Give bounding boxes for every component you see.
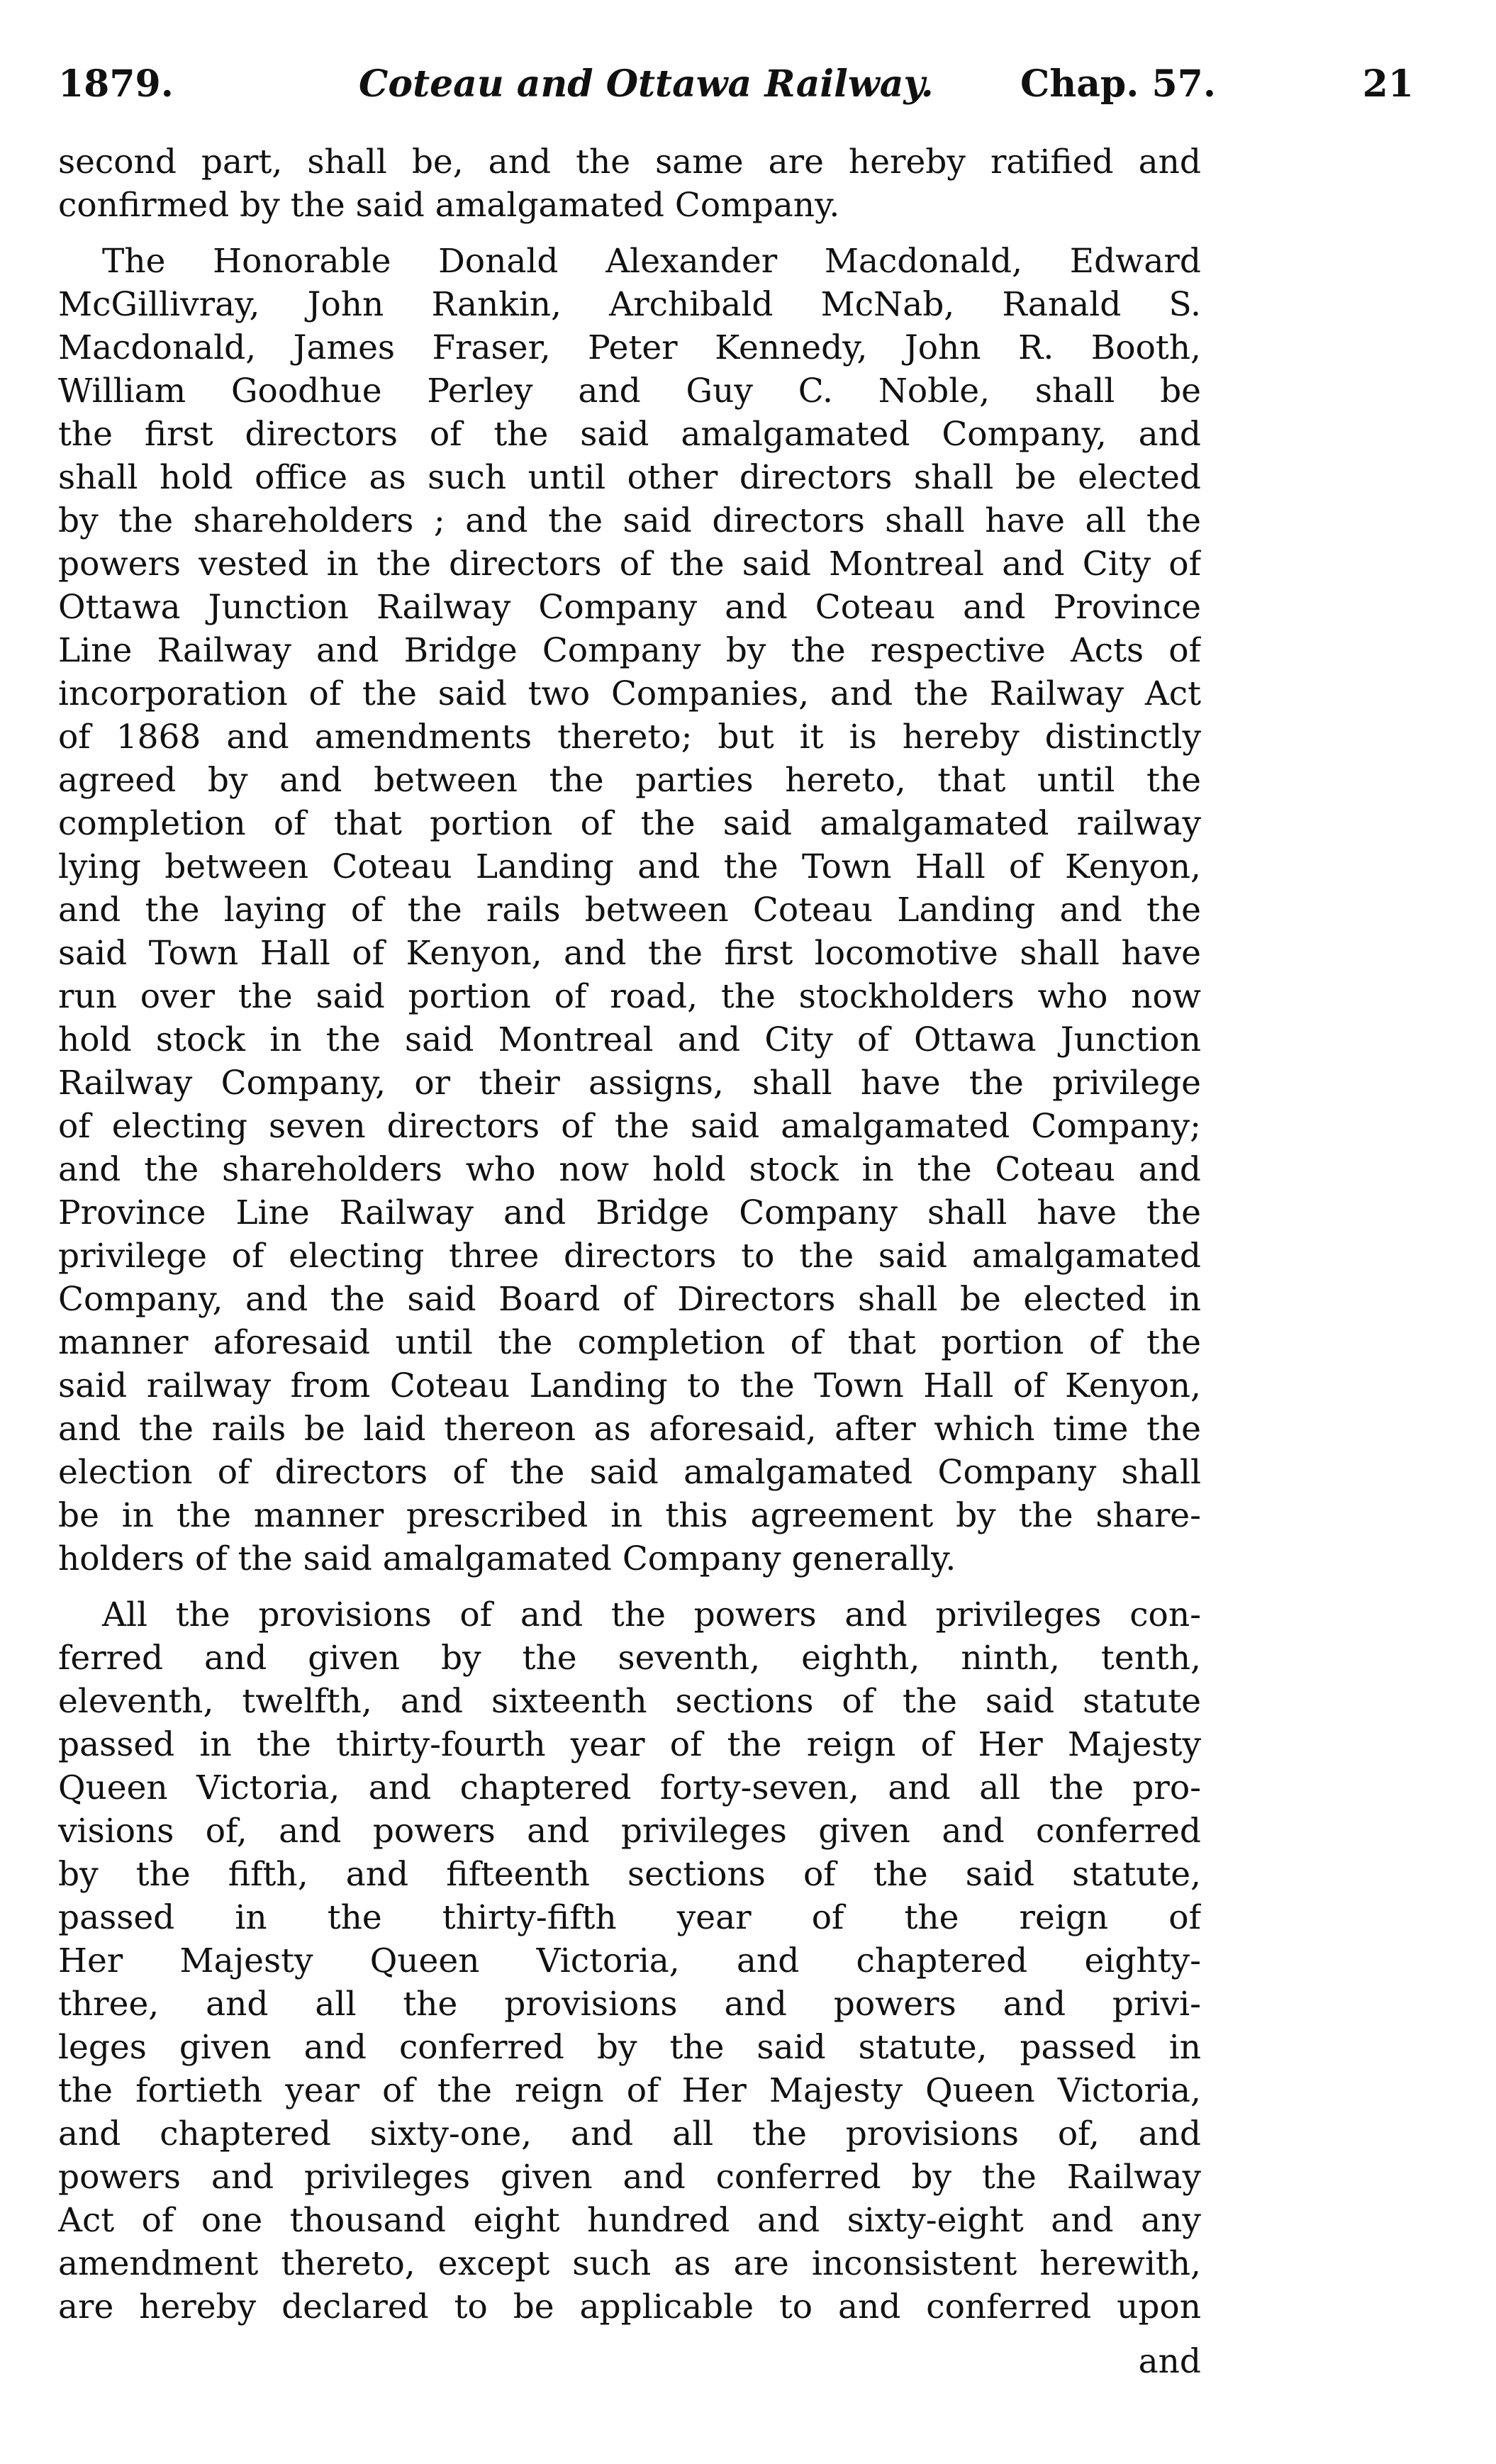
text-line: election of directors of the said amalgamated Company shall: [58, 1453, 1201, 1492]
text-line: passed in the thirty-fourth year of the reign of Her Majesty: [58, 1725, 1201, 1764]
text-line: be in the manner prescribed in this agreement by the share-: [58, 1496, 1201, 1535]
catchword: and: [1138, 2342, 1201, 2381]
text-line: The Honorable Donald Alexander Macdonald, Edward: [102, 242, 1201, 281]
text-line: All the provisions of and the powers and privileges con-: [102, 1595, 1201, 1634]
text-line: lying between Coteau Landing and the Town Hall of Kenyon,: [58, 847, 1201, 886]
text-line: by the fifth, and fifteenth sections of the said statute,: [58, 1855, 1201, 1894]
text-line: and the laying of the rails between Coteau Landing and the: [58, 891, 1201, 930]
text-line: leges given and conferred by the said statute, passed in: [58, 2028, 1201, 2067]
text-line: second part, shall be, and the same are hereby ratified and: [58, 143, 1201, 182]
text-line: completion of that portion of the said amalgamated railway: [58, 804, 1201, 843]
text-line: Railway Company, or their assigns, shall have the privilege: [58, 1064, 1201, 1103]
text-line: are hereby declared to be applicable to and conferred upon: [58, 2287, 1201, 2326]
text-line: McGillivray, John Rankin, Archibald McNab, Ranald S.: [58, 285, 1201, 324]
text-line: powers vested in the directors of the said Montreal and City of: [58, 545, 1201, 584]
text-line: Ottawa Junction Railway Company and Coteau and Province: [58, 588, 1201, 627]
text-line: said railway from Coteau Landing to the Town Hall of Kenyon,: [58, 1366, 1201, 1405]
text-line: ferred and given by the seventh, eighth, ninth, tenth,: [58, 1639, 1201, 1678]
text-line: of 1868 and amendments thereto; but it is hereby distinctly: [58, 718, 1201, 757]
body-text: [58, 140, 1201, 2329]
text-line: holders of the said amalgamated Company generally.: [58, 1539, 956, 1578]
text-line: and the shareholders who now hold stock in the Coteau and: [58, 1150, 1201, 1189]
text-line: of electing seven directors of the said amalgamated Company;: [58, 1107, 1201, 1146]
text-line: visions of, and powers and privileges given and conferred: [58, 1812, 1201, 1851]
text-line: run over the said portion of road, the stockholders who now: [58, 977, 1201, 1016]
text-line: Company, and the said Board of Directors shall be elected in: [58, 1280, 1201, 1319]
text-line: shall hold office as such until other directors shall be elected: [58, 458, 1201, 497]
running-head-year: 1879.: [58, 62, 174, 106]
text-line: and chaptered sixty-one, and all the provisions of, and: [58, 2114, 1201, 2153]
running-head: [58, 52, 1414, 116]
paragraph: [58, 1593, 1201, 2329]
text-line: the first directors of the said amalgamated Company, and: [58, 415, 1201, 454]
paragraph: [58, 140, 1201, 227]
text-line: hold stock in the said Montreal and City of Ottawa Junction: [58, 1020, 1201, 1059]
text-line: and the rails be laid thereon as aforesaid, after which time the: [58, 1410, 1201, 1449]
text-line: privilege of electing three directors to the said amalgamated: [58, 1237, 1201, 1276]
text-line: the fortieth year of the reign of Her Majesty Queen Victoria,: [58, 2071, 1201, 2110]
text-line: Macdonald, James Fraser, Peter Kennedy, John R. Booth,: [58, 328, 1201, 367]
text-line: amendment thereto, except such as are inconsistent herewith,: [58, 2244, 1201, 2283]
running-head-chapter: Chap. 57.: [1020, 62, 1216, 106]
text-line: said Town Hall of Kenyon, and the first locomotive shall have: [58, 934, 1201, 973]
text-line: manner aforesaid until the completion of that portion of the: [58, 1323, 1201, 1362]
text-line: Line Railway and Bridge Company by the respective Acts of: [58, 631, 1201, 670]
text-line: Act of one thousand eight hundred and sixty-eight and any: [58, 2201, 1201, 2240]
running-head-title: Coteau and Ottawa Railway.: [359, 62, 934, 106]
text-line: by the shareholders ; and the said directors shall have all the: [58, 501, 1201, 540]
text-line: Queen Victoria, and chaptered forty-seven, and all the pro-: [58, 1768, 1201, 1807]
text-line: three, and all the provisions and powers and privi-: [58, 1985, 1201, 2024]
text-line: incorporation of the said two Companies, and the Railway Act: [58, 674, 1201, 713]
text-line: William Goodhue Perley and Guy C. Noble, shall be: [58, 372, 1201, 411]
text-line: confirmed by the said amalgamated Company.: [58, 186, 840, 225]
text-line: eleventh, twelfth, and sixteenth sections of the said statute: [58, 1682, 1201, 1721]
paragraph: [58, 240, 1201, 1581]
text-line: passed in the thirty-fifth year of the reign of: [58, 1898, 1201, 1937]
text-line: Province Line Railway and Bridge Company shall have the: [58, 1193, 1201, 1232]
text-line: Her Majesty Queen Victoria, and chaptered eighty-: [58, 1941, 1201, 1980]
text-line: agreed by and between the parties hereto, that until the: [58, 761, 1201, 800]
page-number: 21: [1362, 62, 1414, 106]
text-line: powers and privileges given and conferred by the Railway: [58, 2158, 1201, 2197]
